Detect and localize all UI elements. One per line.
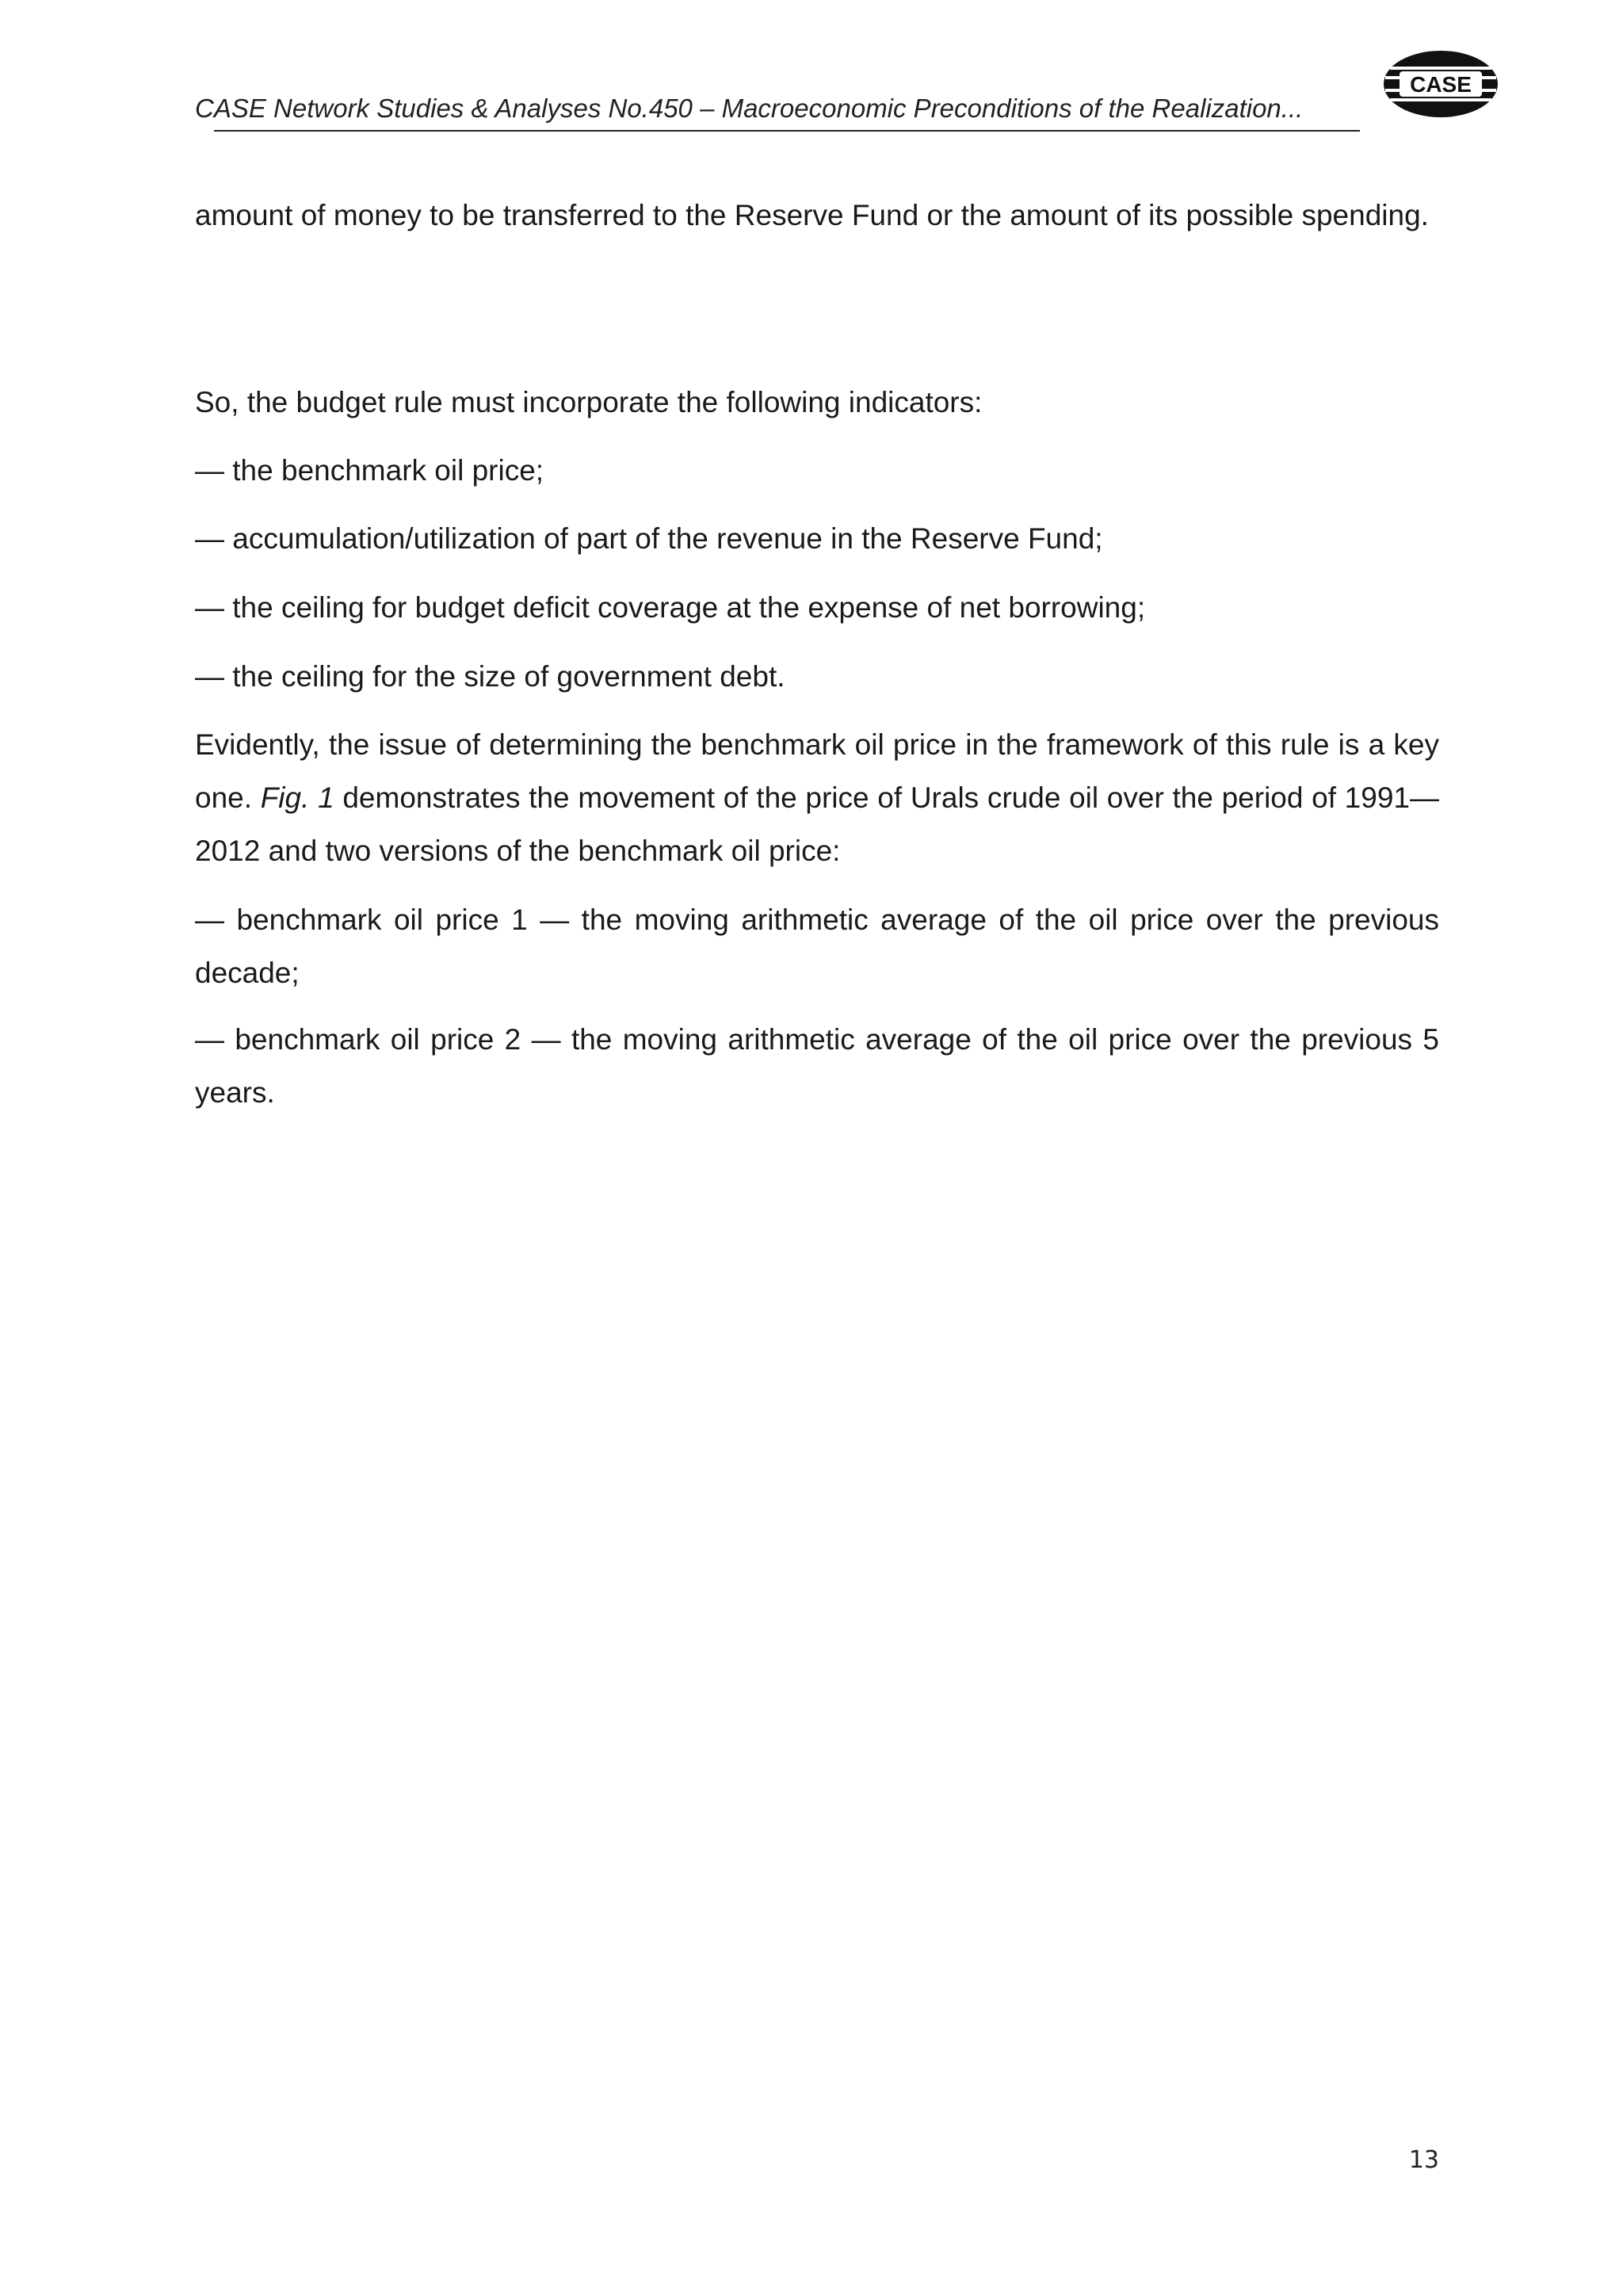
list-item: — benchmark oil price 1 — the moving arithmetic average of the oil price over the previous decade; [195, 904, 1439, 989]
paragraph-benchmark [195, 718, 1439, 877]
figure-reference: Fig. 1 [260, 781, 334, 814]
paragraph-continuation: amount of money to be transferred to the Reserve Fund or the amount of its possible spending. [195, 199, 1429, 231]
header-rule [214, 130, 1360, 132]
list-item: — accumulation/utilization of part of the revenue in the Reserve Fund; [195, 522, 1103, 555]
list-item: — the ceiling for budget deficit coverage at the expense of net borrowing; [195, 591, 1146, 624]
page-number: 13 [1408, 2146, 1439, 2174]
list-item: — benchmark oil price 2 — the moving arithmetic average of the oil price over the previous 5 years. [195, 1023, 1439, 1109]
running-header: CASE Network Studies & Analyses No.450 – Macroeconomic Preconditions of the Realization... [195, 94, 1304, 123]
paragraph-text: Evidently, the issue of determining the benchmark oil price in the framework of this rule is a key one. [195, 728, 1439, 814]
svg-text:CASE: CASE [1410, 72, 1472, 97]
paragraph-budget-rule: So, the budget rule must incorporate the following indicators: [195, 386, 983, 418]
case-logo [1379, 44, 1503, 124]
paragraph-text: demonstrates the movement of the price of Urals crude oil over the period of 1991—2012 and two versions of the benchmark oil price: [195, 781, 1439, 867]
list-item: — the benchmark oil price; [195, 454, 544, 487]
list-item: — the ceiling for the size of government debt. [195, 660, 785, 693]
